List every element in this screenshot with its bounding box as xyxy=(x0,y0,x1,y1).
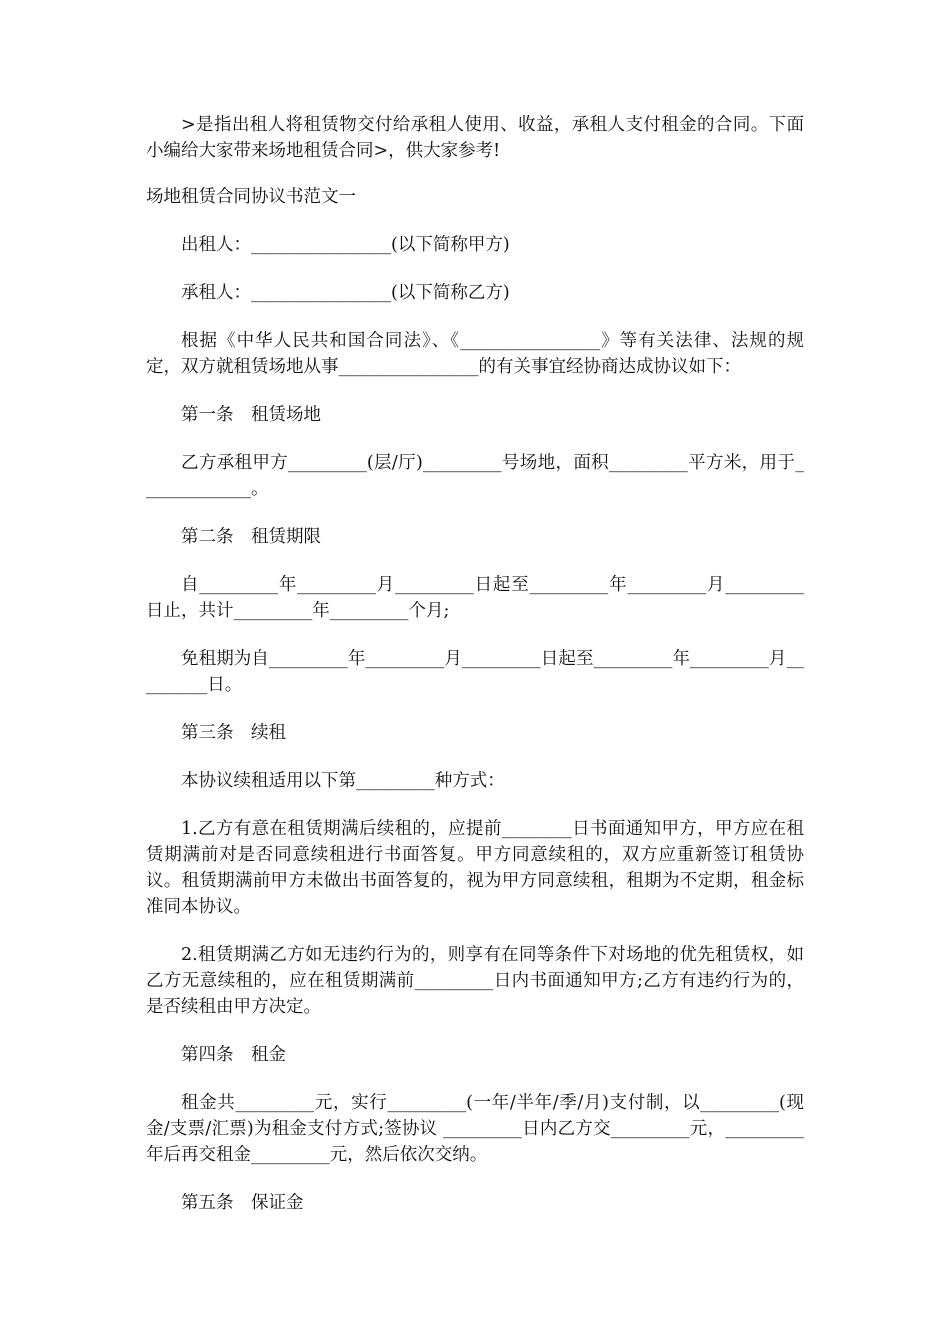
intro-paragraph: >是指出租人将租赁物交付给承租人使用、收益，承租人支付租金的合同。下面小编给大家带来场地租赁合同>，供大家参考! xyxy=(146,115,804,161)
document-title: 场地租赁合同协议书范文一 xyxy=(146,187,356,207)
article-3-item-1: 1.乙方有意在租赁期满后续租的，应提前________日书面通知甲方，甲方应在租赁期满前对是否同意续租进行书面答复。甲方同意续租的，双方应重新签订租赁协议。租赁期满前甲方未做出书面答复的，视为甲方同意续租，租期为不定期，租金标准同本协议。 xyxy=(146,819,804,917)
article-1-body: 乙方承租甲方_________(层/厅)_________号场地，面积_________平方米，用于_____________。 xyxy=(146,453,804,499)
article-5-heading: 第五条 保证金 xyxy=(181,1193,304,1213)
document-page xyxy=(146,112,804,1238)
article-3-heading: 第三条 续租 xyxy=(181,723,286,743)
legal-basis-paragraph: 根据《中华人民共和国合同法》、《________________》等有关法律、法规的规定，双方就租赁场地从事________________的有关事宜经协商达成协议如下： xyxy=(146,331,804,377)
article-1-heading: 第一条 租赁场地 xyxy=(181,405,321,425)
article-4-heading: 第四条 租金 xyxy=(181,1045,286,1065)
lessor-line: 出租人：________________(以下简称甲方) xyxy=(181,235,510,255)
lessee-line: 承租人：________________(以下简称乙方) xyxy=(181,283,510,303)
article-4-body: 租金共_________元，实行_________(一年/半年/季/月)支付制，以_________(现金/支票/汇票)为租金支付方式;签协议 _________日内乙方交_________元，_________年后再交租金_________元，然后依次交纳。 xyxy=(146,1093,804,1165)
article-2-free-period: 免租期为自_________年_________月_________日起至_________年_________月_________日。 xyxy=(146,649,804,695)
article-3-item-2: 2.租赁期满乙方如无违约行为的，则享有在同等条件下对场地的优先租赁权，如乙方无意续租的，应在租赁期满前_________日内书面通知甲方;乙方有违约行为的，是否续租由甲方决定。 xyxy=(146,945,804,1017)
article-3-intro: 本协议续租适用以下第_________种方式： xyxy=(181,771,505,791)
article-2-term: 自_________年_________月_________日起至_________年_________月_________日止，共计_________年_________个月; xyxy=(146,575,804,621)
article-2-heading: 第二条 租赁期限 xyxy=(181,527,321,547)
